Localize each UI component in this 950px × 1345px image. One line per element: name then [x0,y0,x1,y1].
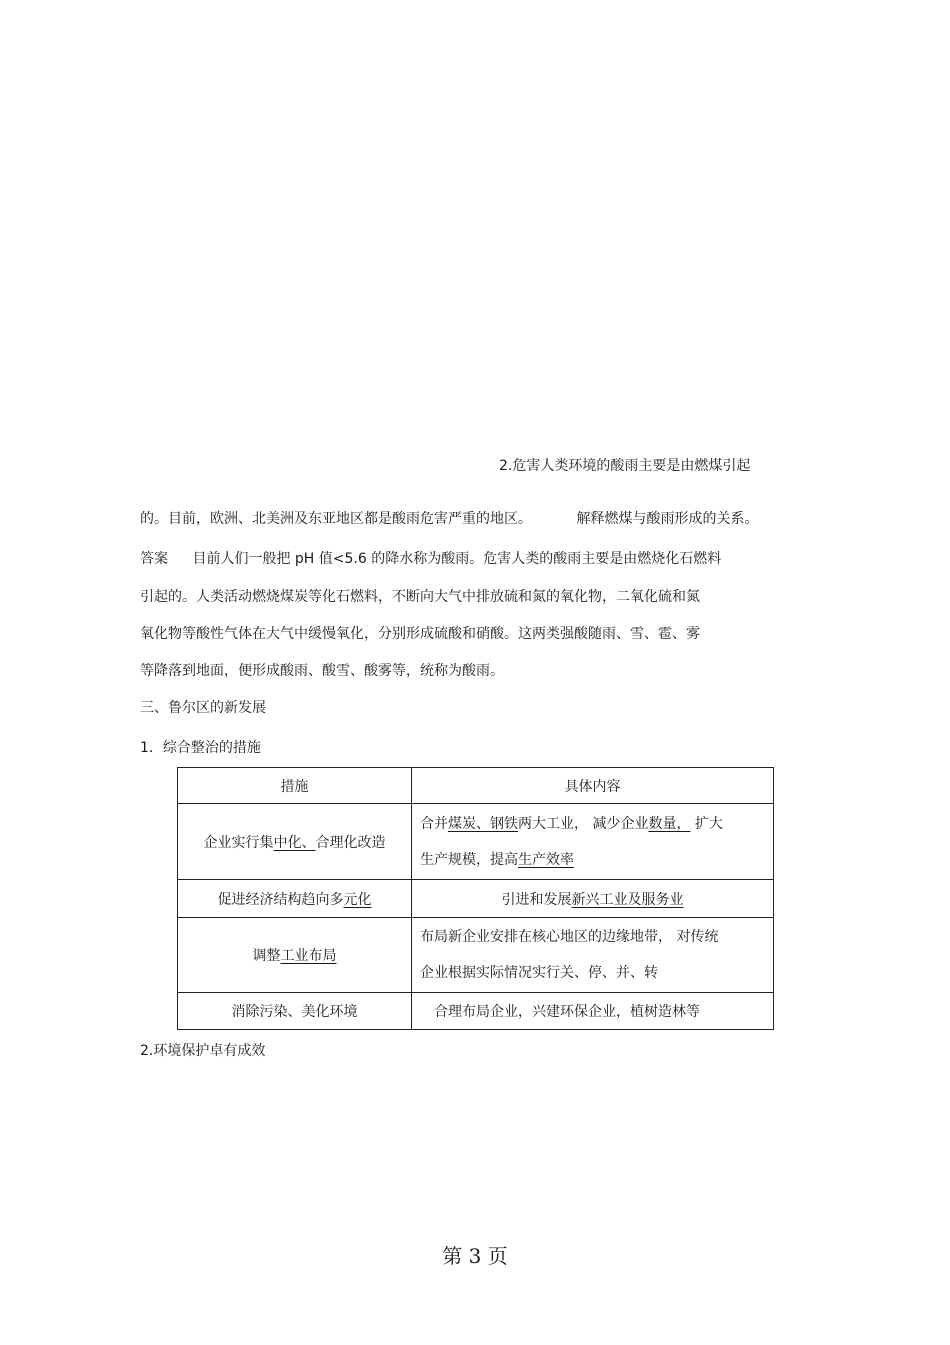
answer-text-1: 目前人们一般把 pH 值<5.6 的降水称为酸雨。危害人类的酸雨主要是由燃烧化石燃料 [192,551,722,567]
measure-cell: 促进经济结构趋向多元化 [178,880,412,918]
answer-line-3: 氧化物等酸性气体在大气中缓慢氧化，分别形成硫酸和硝酸。这两类强酸随雨、雪、雹、雾 [140,626,700,642]
table-row [178,804,774,880]
measure-cell: 调整工业布局 [178,918,412,993]
section-heading: 三、鲁尔区的新发展 [140,700,266,716]
content-line: 合并煤炭、钢铁两大工业， 减少企业数量， 扩大 [420,815,723,832]
content-cell: 引进和发展新兴工业及服务业 [412,880,774,918]
content-cell [412,918,774,993]
question-line-1: 2.危害人类环境的酸雨主要是由燃煤引起 [499,458,751,474]
table-row [178,993,774,1030]
question-line-2a: 的。目前，欧洲、北美洲及东亚地区都是酸雨危害严重的地区。 [140,511,532,527]
table-row [178,918,774,993]
subheading-1: 1．综合整治的措施 [140,740,261,756]
answer-line-4: 等降落到地面，便形成酸雨、酸雪、酸雾等，统称为酸雨。 [140,663,504,679]
question-line-2b: 解释燃煤与酸雨形成的关系。 [576,511,759,527]
page-number: 第 3 页 [442,1244,508,1268]
header-cell-content: 具体内容 [412,768,774,804]
measures-table [177,767,774,1030]
content-line: 生产规模，提高生产效率 [420,851,574,868]
header-cell-measures: 措施 [178,768,412,804]
question-line-2 [140,509,758,529]
answer-line-1 [140,549,721,569]
content-line: 企业根据实际情况实行关、停、并、转 [420,965,658,981]
answer-label: 答案 [140,551,168,567]
measure-cell: 消除污染、美化环境 [178,993,412,1030]
answer-line-2: 引起的。人类活动燃烧煤炭等化石燃料，不断向大气中排放硫和氮的氧化物，二氧化硫和氮 [140,589,700,605]
table-row [178,880,774,918]
content-cell [412,804,774,880]
content-line: 布局新企业安排在核心地区的边缘地带， 对传统 [420,929,719,945]
measure-cell: 企业实行集中化、合理化改造 [178,804,412,880]
table-header-row [178,768,774,804]
subheading-2: 2.环境保护卓有成效 [140,1043,266,1059]
content-cell: 合理布局企业，兴建环保企业，植树造林等 [412,993,774,1030]
